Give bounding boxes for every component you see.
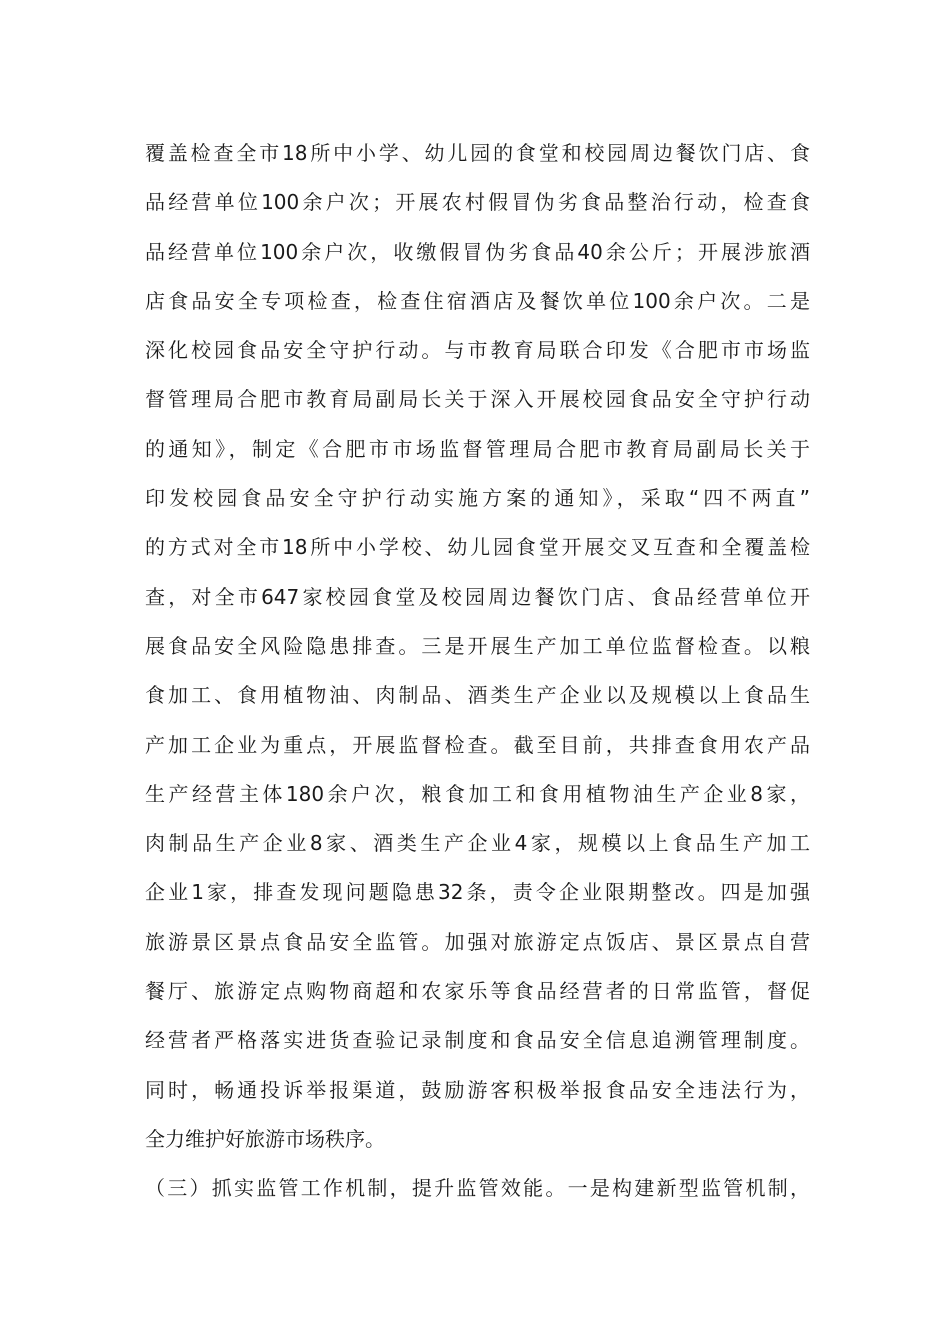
section-heading-line: （三）抓实监管工作机制，提升监管效能。一是构建新型监管机制， bbox=[145, 1176, 810, 1201]
text-line: 店食品安全专项检查，检查住宿酒店及餐饮单位100余户次。二是 bbox=[145, 288, 810, 313]
text-line: 督管理局合肥市教育局副局长关于深入开展校园食品安全守护行动 bbox=[145, 387, 810, 412]
text-line: 同时，畅通投诉举报渠道，鼓励游客积极举报食品安全违法行为， bbox=[145, 1077, 810, 1102]
text-line: 旅游景区景点食品安全监管。加强对旅游定点饭店、景区景点自营 bbox=[145, 929, 810, 954]
text-line: 食加工、食用植物油、肉制品、酒类生产企业以及规模以上食品生 bbox=[145, 683, 810, 708]
text-line: 印发校园食品安全守护行动实施方案的通知》，采取“四不两直” bbox=[145, 486, 810, 511]
text-line: 产加工企业为重点，开展监督检查。截至目前，共排查食用农产品 bbox=[145, 732, 810, 757]
text-line: 餐厅、旅游定点购物商超和农家乐等食品经营者的日常监管，督促 bbox=[145, 979, 810, 1004]
body-text bbox=[145, 129, 810, 1214]
text-line: 的方式对全市18所中小学校、幼儿园食堂开展交叉互查和全覆盖检 bbox=[145, 535, 810, 560]
text-line: 生产经营主体180余户次，粮食加工和食用植物油生产企业8家， bbox=[145, 781, 810, 806]
text-line: 经营者严格落实进货查验记录制度和食品安全信息追溯管理制度。 bbox=[145, 1028, 810, 1053]
text-line: 覆盖检查全市18所中小学、幼儿园的食堂和校园周边餐饮门店、食 bbox=[145, 141, 810, 165]
text-line: 企业1家，排查发现问题隐患32条，责令企业限期整改。四是加强 bbox=[145, 880, 810, 905]
text-line: 的通知》，制定《合肥市市场监督管理局合肥市教育局副局长关于 bbox=[145, 436, 810, 461]
text-line: 品经营单位100余户次，收缴假冒伪劣食品40余公斤；开展涉旅酒 bbox=[145, 239, 810, 264]
text-line: 深化校园食品安全守护行动。与市教育局联合印发《合肥市市场监 bbox=[145, 338, 810, 363]
text-line: 肉制品生产企业8家、酒类生产企业4家，规模以上食品生产加工 bbox=[145, 831, 810, 856]
text-line: 展食品安全风险隐患排查。三是开展生产加工单位监督检查。以粮 bbox=[145, 633, 810, 658]
text-line: 查，对全市647家校园食堂及校园周边餐饮门店、食品经营单位开 bbox=[145, 584, 810, 609]
text-line-paragraph-end: 全力维护好旅游市场秩序。 bbox=[145, 1126, 385, 1151]
text-line: 品经营单位100余户次；开展农村假冒伪劣食品整治行动，检查食 bbox=[145, 190, 810, 215]
